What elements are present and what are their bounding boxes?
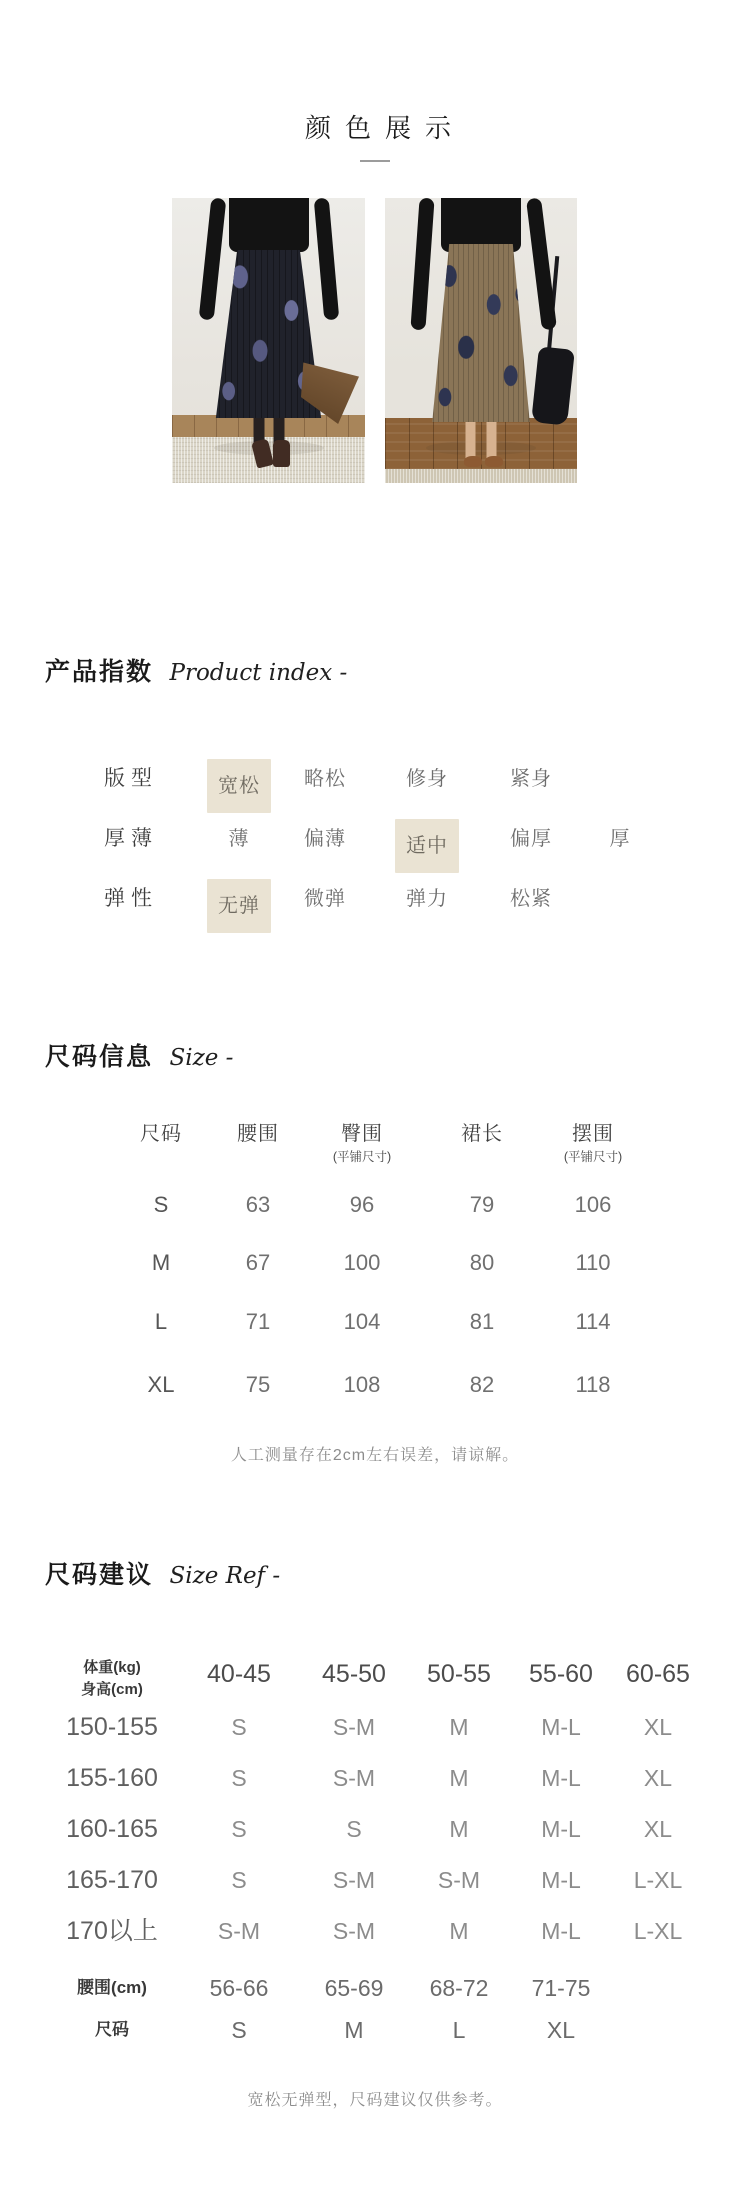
attribute-row-elasticity: [0, 879, 750, 919]
height-range-label: 160-165: [66, 1815, 158, 1843]
color-section-title: 颜色展示: [304, 113, 465, 143]
size-ref-cell: S: [231, 1714, 247, 1740]
size-ref-cell: L-XL: [633, 1867, 683, 1893]
size-ref-cell: S-M: [332, 1918, 376, 1944]
waist-range-row: [0, 1972, 750, 2004]
attribute-row-thickness: [0, 819, 750, 859]
size-row-label: 尺码: [95, 2020, 129, 2039]
size-ref-row: [0, 1711, 750, 1743]
size-table-subheader-hip: (平铺尺寸): [332, 1150, 392, 1164]
size-ref-cell: M-L: [541, 1816, 581, 1842]
size-info-title: [45, 1039, 233, 1075]
sweep-cell: 118: [575, 1372, 611, 1397]
black-top: [229, 198, 309, 252]
size-cell: L: [154, 1309, 168, 1334]
hip-cell: 108: [343, 1372, 381, 1397]
brown-boot: [273, 440, 290, 467]
attribute-option-selected: 无弹: [207, 879, 271, 933]
size-table-header-size: 尺码: [140, 1123, 182, 1145]
waist-cell: 67: [245, 1250, 271, 1275]
attribute-label: 厚薄: [104, 827, 158, 850]
attribute-option: 微弹: [304, 888, 346, 910]
size-ref-cell: S: [346, 1816, 362, 1842]
corner-weight-label: 体重(kg): [83, 1659, 141, 1676]
size-ref-cell: S: [231, 1765, 247, 1791]
attribute-option: 略松: [304, 768, 346, 790]
model-arm: [314, 198, 340, 320]
size-ref-cell: XL: [643, 1816, 673, 1842]
corner-height-label: 身高(cm): [81, 1681, 143, 1698]
attribute-option: 弹力: [406, 888, 448, 910]
attribute-label: 版型: [104, 767, 158, 790]
size-ref-title-zh: 尺码建议: [45, 1561, 154, 1589]
size-ref-cell: S-M: [332, 1867, 376, 1893]
weight-col-header: 40-45: [207, 1660, 271, 1688]
measure-tolerance-note: 人工测量存在2cm左右误差，请谅解。: [230, 1447, 520, 1464]
size-ref-title: [45, 1557, 280, 1593]
attribute-option-selected: 宽松: [207, 759, 271, 813]
size-ref-row: [0, 1813, 750, 1845]
recommended-size-cell: L: [452, 2017, 466, 2043]
size-table-header-hip: 臀围: [341, 1123, 383, 1145]
size-ref-row: [0, 1762, 750, 1794]
waist-cell: 63: [245, 1192, 271, 1217]
length-cell: 82: [469, 1372, 495, 1397]
size-ref-cell: M-L: [541, 1714, 581, 1740]
size-info-title-zh: 尺码信息: [45, 1043, 154, 1071]
attribute-option: 偏薄: [304, 828, 346, 850]
size-cell: XL: [147, 1372, 175, 1397]
size-ref-cell: M-L: [541, 1867, 581, 1893]
size-ref-cell: XL: [643, 1765, 673, 1791]
recommended-size-row: [0, 2014, 750, 2046]
waist-range-cell: 71-75: [531, 1975, 591, 2001]
weight-col-header: 55-60: [529, 1660, 593, 1688]
size-ref-cell: M: [449, 1816, 469, 1842]
size-ref-cell: M: [449, 1918, 469, 1944]
waist-cell: 71: [245, 1309, 271, 1334]
weight-col-header: 50-55: [427, 1660, 491, 1688]
size-ref-cell: S-M: [437, 1867, 481, 1893]
waist-cell: 75: [245, 1372, 271, 1397]
size-table-header-sweep: 摆围: [572, 1123, 614, 1145]
waist-range-cell: 68-72: [429, 1975, 489, 2001]
size-ref-cell: S: [231, 1867, 247, 1893]
height-range-label: 150-155: [66, 1713, 158, 1741]
size-ref-row: [0, 1864, 750, 1896]
height-range-label: 170以上: [66, 1917, 158, 1945]
product-index-title: [45, 654, 347, 690]
height-range-label: 155-160: [66, 1764, 158, 1792]
rug-edge: [385, 469, 577, 483]
size-table-row: [0, 1307, 750, 1337]
attribute-option: 松紧: [510, 888, 552, 910]
height-range-label: 165-170: [66, 1866, 158, 1894]
attribute-option: 薄: [228, 828, 250, 850]
size-table-row: [0, 1370, 750, 1400]
product-index-title-en: Product index -: [169, 660, 348, 686]
brown-floral-skirt: [428, 244, 534, 422]
recommended-size-cell: S: [231, 2017, 247, 2043]
brown-flat-shoe: [464, 456, 482, 467]
length-cell: 80: [469, 1250, 495, 1275]
black-top: [441, 198, 521, 252]
size-cell: M: [151, 1250, 171, 1275]
attribute-option: 偏厚: [510, 828, 552, 850]
sweep-cell: 114: [575, 1309, 611, 1334]
size-cell: S: [153, 1192, 169, 1217]
sweep-cell: 110: [575, 1250, 611, 1275]
weight-col-header: 45-50: [322, 1660, 386, 1688]
size-ref-cell: S-M: [217, 1918, 261, 1944]
size-ref-cell: M-L: [541, 1918, 581, 1944]
size-ref-cell: S-M: [332, 1765, 376, 1791]
hip-cell: 104: [343, 1309, 381, 1334]
hip-cell: 96: [349, 1192, 375, 1217]
recommended-size-cell: M: [344, 2017, 364, 2043]
size-table-header-waist: 腰围: [237, 1123, 279, 1145]
size-table-header-length: 裙长: [461, 1123, 503, 1145]
model-photo-dark-floral-skirt: [172, 198, 365, 483]
brown-flat-shoe: [485, 456, 503, 467]
waist-row-label: 腰围(cm): [77, 1978, 147, 1997]
attribute-option: 紧身: [510, 768, 552, 790]
size-ref-row: [0, 1915, 750, 1947]
sweep-cell: 106: [574, 1192, 612, 1217]
waist-range-cell: 65-69: [324, 1975, 384, 2001]
attribute-row-fit: [0, 759, 750, 799]
hip-cell: 100: [343, 1250, 381, 1275]
size-ref-cell: M-L: [541, 1765, 581, 1791]
size-table-row: [0, 1190, 750, 1220]
attribute-label: 弹性: [104, 887, 158, 910]
attribute-option: 厚: [609, 828, 631, 850]
size-ref-cell: XL: [643, 1714, 673, 1740]
attribute-option-selected: 适中: [395, 819, 459, 873]
weight-col-header: 60-65: [626, 1660, 690, 1688]
size-ref-cell: L-XL: [633, 1918, 683, 1944]
length-cell: 81: [469, 1309, 495, 1334]
size-ref-title-en: Size Ref -: [169, 1563, 281, 1589]
size-info-title-en: Size -: [169, 1045, 234, 1071]
size-ref-disclaimer-note: 宽松无弹型，尺码建议仅供参考。: [247, 2092, 503, 2109]
recommended-size-cell: XL: [546, 2017, 576, 2043]
size-ref-cell: S: [231, 1816, 247, 1842]
black-shoulder-bag: [531, 346, 575, 425]
size-ref-cell: M: [449, 1714, 469, 1740]
attribute-option: 修身: [406, 768, 448, 790]
length-cell: 79: [469, 1192, 495, 1217]
model-arm: [410, 198, 434, 330]
product-index-title-zh: 产品指数: [45, 658, 154, 686]
size-table-row: [0, 1248, 750, 1278]
size-ref-cell: S-M: [332, 1714, 376, 1740]
model-arm: [199, 198, 227, 320]
title-divider: [360, 160, 390, 162]
model-arm: [526, 198, 557, 330]
waist-range-cell: 56-66: [209, 1975, 269, 2001]
size-table-subheader-sweep: (平铺尺寸): [563, 1150, 623, 1164]
model-photo-brown-floral-skirt: [385, 198, 577, 483]
size-ref-cell: M: [449, 1765, 469, 1791]
